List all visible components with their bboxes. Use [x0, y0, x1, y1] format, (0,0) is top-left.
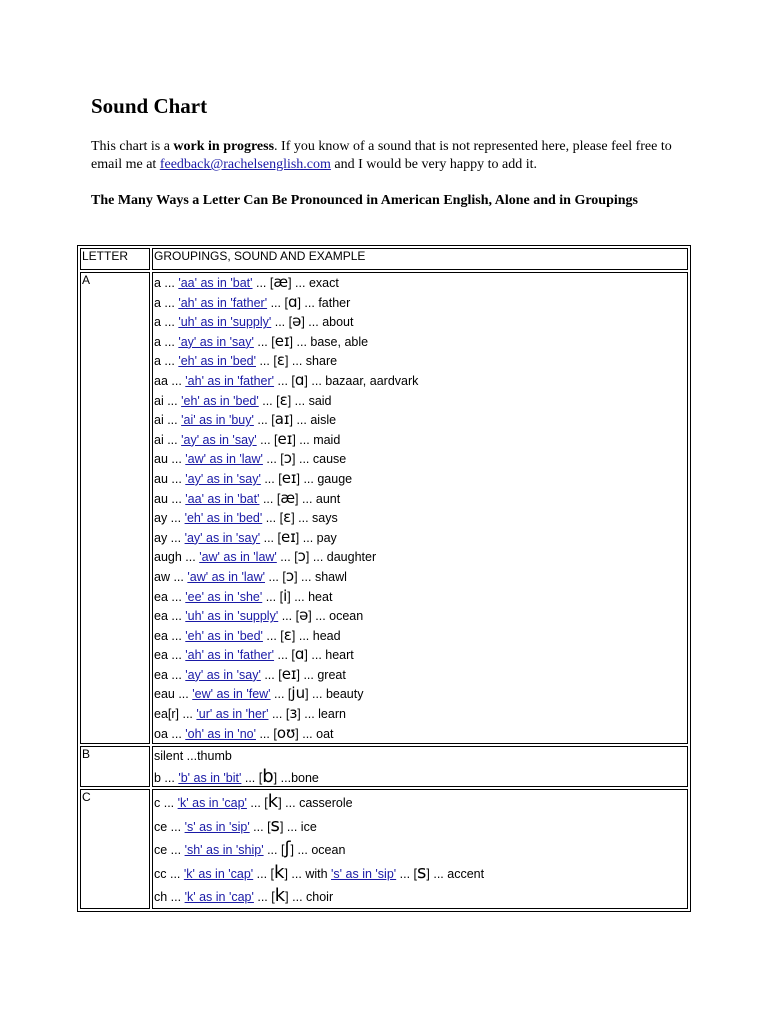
- example-word: maid: [313, 432, 341, 447]
- example-word: bazaar, aardvark: [325, 373, 419, 388]
- grouping: ay: [154, 511, 168, 526]
- list-item: ai ... 'ay' as in 'say' ... [eɪ] ... maid: [154, 429, 341, 448]
- page-title: Sound Chart: [91, 94, 208, 118]
- sound-link[interactable]: 'ah' as in 'father': [185, 373, 275, 388]
- list-item: ea ... 'ee' as in 'she' ... [i] ... heat: [154, 586, 333, 605]
- grouping: ai: [154, 413, 164, 428]
- intro-bold: work in progress: [173, 139, 275, 154]
- sound-link[interactable]: 'ay' as in 'say': [185, 471, 261, 486]
- grouping: c: [154, 796, 161, 811]
- list-item: ea[r] ... 'ur' as in 'her' ... [ɜ] ... learn: [154, 704, 346, 723]
- list-item: ce ... 'sh' as in 'ship' ... [ʃ] ... ocean: [154, 838, 346, 860]
- example-word: daughter: [326, 550, 377, 565]
- list-item: aw ... 'aw' as in 'law' ... [ɔ] ... shawl: [154, 566, 347, 585]
- example-word: learn: [318, 707, 346, 722]
- list-item: a ... 'ay' as in 'say' ... [eɪ] ... base, able: [154, 331, 369, 350]
- ipa-symbol: ɔ: [285, 566, 295, 585]
- example-word: great: [317, 667, 346, 682]
- example-word: pay: [316, 530, 337, 545]
- example-word: says: [312, 511, 338, 526]
- sound-link[interactable]: 'uh' as in 'supply': [185, 609, 279, 624]
- grouping: a: [154, 334, 161, 349]
- ipa-symbol: eɪ: [277, 429, 293, 448]
- example-word: heat: [308, 589, 333, 604]
- list-item: ay ... 'ay' as in 'say' ... [eɪ] ... pay: [154, 527, 337, 546]
- sound-link[interactable]: 'sh' as in 'ship': [184, 843, 264, 858]
- grouping: a: [154, 276, 161, 290]
- sound-link[interactable]: 'ai' as in 'buy': [181, 413, 254, 428]
- ipa-symbol: ɑ: [287, 292, 298, 311]
- example-word: father: [318, 295, 351, 310]
- intro-paragraph: [91, 138, 691, 174]
- grouping: aw: [154, 569, 170, 584]
- list-item: b ... 'b' as in 'bit' ... [b] ...bone: [154, 765, 319, 787]
- table-row: [80, 272, 688, 744]
- example-word: said: [308, 393, 332, 408]
- list-item: a ... 'ah' as in 'father' ... [ɑ] ... father: [154, 292, 351, 311]
- example-word: ice: [300, 819, 317, 834]
- sound-chart-table: [77, 245, 691, 912]
- example-word: oat: [316, 726, 334, 741]
- ipa-symbol: ə: [299, 606, 309, 625]
- sound-link[interactable]: 'ay' as in 'say': [178, 334, 254, 349]
- sound-link[interactable]: 'ur' as in 'her': [196, 707, 269, 722]
- example-word: ocean: [311, 843, 346, 858]
- grouping: ce: [154, 819, 168, 834]
- intro-text-3: and I would be very happy to add it.: [330, 157, 537, 172]
- table-row: [80, 789, 688, 909]
- ipa-symbol: k: [267, 791, 279, 813]
- ipa-symbol: ɔ: [283, 449, 293, 468]
- ipa-symbol: eɪ: [280, 527, 296, 546]
- sound-link[interactable]: 'eh' as in 'bed': [185, 628, 263, 643]
- sound-link[interactable]: 'ee' as in 'she': [185, 589, 263, 604]
- example-word: about: [322, 315, 354, 330]
- silent-note: silent ...thumb: [154, 749, 232, 764]
- ipa-symbol: s: [417, 861, 427, 883]
- header-groupings: GROUPINGS, SOUND AND EXAMPLE: [152, 248, 688, 270]
- ipa-symbol: k: [274, 861, 285, 883]
- sound-link[interactable]: 'aw' as in 'law': [199, 550, 277, 565]
- grouping: b: [154, 770, 161, 785]
- grouping: ce: [154, 843, 168, 858]
- ipa-symbol: ɑ: [294, 370, 305, 389]
- groupings-cell: [152, 789, 688, 909]
- grouping: augh: [154, 550, 182, 565]
- sound-link[interactable]: 'aw' as in 'law': [187, 569, 265, 584]
- list-item: augh ... 'aw' as in 'law' ... [ɔ] ... daughter: [154, 547, 377, 566]
- list-item: au ... 'ay' as in 'say' ... [eɪ] ... gauge: [154, 468, 353, 487]
- list-item: ea ... 'uh' as in 'supply' ... [ə] ... ocean: [154, 606, 364, 625]
- sound-link[interactable]: 'eh' as in 'bed': [184, 511, 263, 526]
- ipa-symbol: eɪ: [274, 331, 290, 350]
- sound-link[interactable]: 'k' as in 'cap': [184, 890, 254, 905]
- intro-text-1: This chart is a: [91, 139, 174, 154]
- example-word: shawl: [314, 569, 347, 584]
- list-item: ch ... 'k' as in 'cap' ... [k] ... choir: [154, 885, 334, 907]
- example-word: head: [312, 628, 341, 643]
- sound-link[interactable]: 'eh' as in 'bed': [178, 354, 256, 369]
- sound-link[interactable]: 'aa' as in 'bat': [185, 491, 260, 506]
- example-word: aisle: [310, 413, 337, 428]
- grouping: oa: [154, 726, 168, 741]
- ipa-symbol: ʃ: [284, 838, 291, 860]
- sound-link[interactable]: 'ew' as in 'few': [192, 687, 271, 702]
- ipa-symbol: eɪ: [281, 468, 297, 487]
- list-item: ai ... 'eh' as in 'bed' ... [ɛ] ... said: [154, 390, 332, 409]
- sound-link[interactable]: 'ah' as in 'father': [185, 648, 275, 663]
- list-item: ai ... 'ai' as in 'buy' ... [aɪ] ... aisle: [154, 410, 337, 429]
- grouping: aa: [154, 373, 168, 388]
- grouping: ea: [154, 648, 168, 663]
- header-letter: LETTER: [80, 248, 150, 270]
- grouping: cc: [154, 866, 167, 881]
- ipa-symbol: ju: [291, 684, 306, 703]
- sound-link[interactable]: 'uh' as in 'supply': [178, 315, 272, 330]
- ipa-symbol: oʊ: [276, 723, 296, 742]
- grouping: a: [154, 295, 161, 310]
- example-word: accent: [447, 866, 485, 881]
- groupings-cell: [152, 746, 688, 787]
- example-word: bone: [291, 770, 319, 785]
- sound-link[interactable]: 'b' as in 'bit': [178, 770, 242, 785]
- example-word: heart: [325, 648, 354, 663]
- sound-link[interactable]: 'aw' as in 'law': [185, 452, 263, 467]
- list-item: oa ... 'oh' as in 'no' ... [oʊ] ... oat: [154, 723, 334, 742]
- grouping: au: [154, 491, 168, 506]
- list-item: ea ... 'ay' as in 'say' ... [eɪ] ... great: [154, 664, 346, 683]
- grouping: ai: [154, 432, 164, 447]
- grouping: ea: [154, 589, 168, 604]
- grouping: ea: [154, 628, 168, 643]
- example-word: casserole: [299, 796, 353, 811]
- ipa-symbol: æ: [273, 273, 289, 291]
- example-word: choir: [306, 890, 334, 905]
- grouping: ay: [154, 530, 168, 545]
- list-item: ea ... 'eh' as in 'bed' ... [ɛ] ... head: [154, 625, 341, 644]
- letter-cell: A: [80, 272, 150, 744]
- grouping: au: [154, 471, 168, 486]
- example-word: base, able: [310, 334, 369, 349]
- letter-cell: C: [80, 789, 150, 909]
- sound-link[interactable]: 'eh' as in 'bed': [181, 393, 259, 408]
- ipa-symbol: i: [283, 586, 288, 605]
- list-item: cc ... 'k' as in 'cap' ... [k] ... with 's' as in 'sip' ... [s] ... accent: [154, 861, 485, 883]
- ipa-symbol: ɛ: [283, 625, 292, 644]
- email-link[interactable]: feedback@rachelsenglish.com: [159, 157, 331, 172]
- grouping: ea: [154, 667, 168, 682]
- list-item: eau ... 'ew' as in 'few' ... [ju] ... beauty: [154, 684, 364, 703]
- ipa-symbol: k: [274, 885, 286, 907]
- ipa-symbol: eɪ: [281, 664, 297, 683]
- sound-link[interactable]: 'aa' as in 'bat': [178, 276, 253, 290]
- list-item: a ... 'aa' as in 'bat' ... [æ] ... exact: [154, 273, 339, 291]
- list-item: ce ... 's' as in 'sip' ... [s] ... ice: [154, 814, 317, 836]
- sound-link[interactable]: 'k' as in 'cap': [177, 796, 247, 811]
- section-heading: The Many Ways a Letter Can Be Pronounced in American English, Alone and in Groupings: [91, 193, 638, 208]
- grouping: ch: [154, 890, 168, 905]
- sound-link[interactable]: 'ay' as in 'say': [184, 530, 261, 545]
- example-word: gauge: [317, 471, 353, 486]
- grouping: ai: [154, 393, 164, 408]
- list-item: aa ... 'ah' as in 'father' ... [ɑ] ... bazaar, aardvark: [154, 370, 419, 389]
- sound-link[interactable]: 's' as in 'sip': [184, 819, 250, 834]
- table-header-row: [80, 248, 688, 270]
- groupings-cell: [152, 272, 688, 744]
- list-item: a ... 'uh' as in 'supply' ... [ə] ... about: [154, 312, 354, 331]
- sound-link[interactable]: 'k' as in 'cap': [183, 866, 254, 881]
- ipa-symbol: ɔ: [297, 547, 306, 566]
- ipa-symbol: æ: [280, 488, 296, 507]
- example-word: cause: [312, 452, 347, 467]
- grouping: eau: [154, 687, 175, 702]
- ipa-symbol: ɜ: [289, 704, 298, 723]
- ipa-symbol: ə: [292, 312, 302, 331]
- ipa-symbol: b: [262, 765, 274, 787]
- ipa-symbol: aɪ: [274, 410, 290, 429]
- ipa-symbol: ɑ: [294, 645, 305, 664]
- letter-cell: B: [80, 746, 150, 787]
- grouping: a: [154, 354, 161, 369]
- list-item: au ... 'aw' as in 'law' ... [ɔ] ... cause: [154, 449, 347, 468]
- sound-link[interactable]: 's' as in 'sip': [331, 866, 397, 881]
- grouping: au: [154, 452, 168, 467]
- intro-text-2: . If you know of a sound that is not represented here, please feel free to email me at: [91, 139, 672, 172]
- sound-link[interactable]: 'oh' as in 'no': [185, 726, 256, 741]
- example-word: aunt: [315, 491, 341, 506]
- sound-link[interactable]: 'ay' as in 'say': [181, 432, 257, 447]
- list-item: au ... 'aa' as in 'bat' ... [æ] ... aunt: [154, 488, 341, 507]
- sound-link[interactable]: 'ay' as in 'say': [185, 667, 261, 682]
- ipa-symbol: s: [270, 814, 280, 836]
- example-word: exact: [308, 276, 339, 290]
- sound-link[interactable]: 'ah' as in 'father': [178, 295, 268, 310]
- ipa-symbol: ɛ: [279, 390, 288, 409]
- list-item: ea ... 'ah' as in 'father' ... [ɑ] ... heart: [154, 645, 354, 664]
- ipa-symbol: ɛ: [283, 508, 292, 527]
- list-item: ay ... 'eh' as in 'bed' ... [ɛ] ... says: [154, 508, 338, 527]
- example-word: ocean: [329, 609, 364, 624]
- grouping: ea: [154, 609, 168, 624]
- grouping: ea[r]: [154, 707, 180, 722]
- example-word: share: [305, 354, 338, 369]
- ipa-symbol: ɛ: [276, 351, 285, 370]
- grouping: a: [154, 315, 161, 330]
- example-word: beauty: [325, 687, 364, 702]
- list-item: c ... 'k' as in 'cap' ... [k] ... casserole: [154, 791, 353, 813]
- list-item: a ... 'eh' as in 'bed' ... [ɛ] ... share: [154, 351, 338, 370]
- table-row: [80, 746, 688, 787]
